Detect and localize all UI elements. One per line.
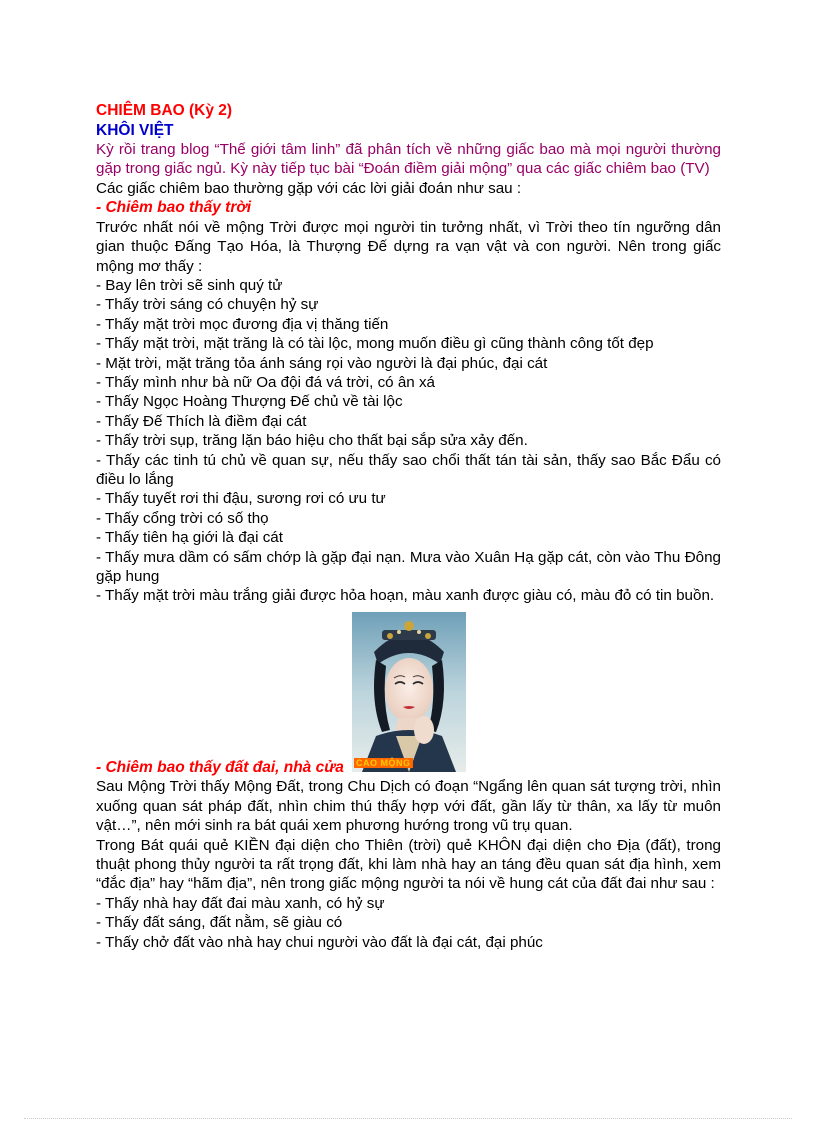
list-item: - Thấy tiên hạ giới là đại cát bbox=[96, 529, 283, 547]
article-author: KHÔI VIỆT bbox=[96, 121, 174, 139]
list-item: - Thấy nhà hay đất đai màu xanh, có hỷ sự bbox=[96, 894, 385, 912]
portrait-figure bbox=[352, 612, 466, 772]
list-item: - Thấy mặt trời mọc đương địa vị thăng tiến bbox=[96, 315, 389, 333]
list-item: - Bay lên trời sẽ sinh quý tử bbox=[96, 276, 283, 294]
article-title: CHIÊM BAO (Kỳ 2) bbox=[96, 102, 233, 119]
list-item: - Thấy trời sụp, trăng lặn báo hiệu cho thất bại sắp sửa xảy đến. bbox=[96, 432, 528, 450]
list-item: - Thấy đất sáng, đất nằm, sẽ giàu có bbox=[96, 914, 343, 932]
sky-dream-list bbox=[96, 276, 721, 606]
section-sky-paragraph: Trước nhất nói về mộng Trời được mọi người tin tưởng nhất, vì Trời theo tín ngưỡng dân gian thuộc Đấng Tạo Hóa, là Thượng Đế dựng ra vạn vật và con người. Nên trong giấc mộng mơ thấy : bbox=[96, 218, 721, 275]
lead-line: Các giấc chiêm bao thường gặp với các lời giải đoán như sau : bbox=[96, 179, 522, 197]
document-body bbox=[96, 101, 721, 952]
list-item: - Thấy trời sáng có chuyện hỷ sự bbox=[96, 296, 319, 314]
list-item: - Thấy cổng trời có số thọ bbox=[96, 509, 269, 527]
list-item: - Thấy chở đất vào nhà hay chui người vào đất là đại cát, đại phúc bbox=[96, 933, 543, 951]
list-item: - Thấy mình như bà nữ Oa đội đá vá trời, có ân xá bbox=[96, 373, 435, 391]
section-earth-paragraph-2: Trong Bát quái quẻ KIỀN đại diện cho Thiên (trời) quẻ KHÔN đại diện cho Địa (đất), trong thuật phong thủy người ta rất trọng đất, khi làm nhà hay an táng đều quan sát địa hình, xem “đắc địa” hay “hãm địa”, nên trong giấc mộng người ta nói về hung cát của đất đai như sau : bbox=[96, 836, 721, 893]
list-item: - Thấy Ngọc Hoàng Thượng Đế chủ về tài lộc bbox=[96, 393, 403, 411]
list-item: - Thấy Đế Thích là điềm đại cát bbox=[96, 412, 307, 430]
section-earth-paragraph-1: Sau Mộng Trời thấy Mộng Đất, trong Chu Dịch có đoạn “Ngẩng lên quan sát tượng trời, nhìn xuống quan sát pháp đất, nhìn chim thú thấy hợp với đất, gần lấy từ thân, xa lấy từ muôn vật…”, nên mới sinh ra bát quái xem phương hướng trong vũ trụ quan. bbox=[96, 778, 721, 835]
page-bottom-divider bbox=[24, 1118, 792, 1119]
list-item: - Thấy mưa dầm có sấm chớp là gặp đại nạn. Mưa vào Xuân Hạ gặp cát, còn vào Thu Đông gặp hung bbox=[96, 548, 721, 586]
intro-paragraph: Kỳ rồi trang blog “Thế giới tâm linh” đã phân tích về những giấc bao mà mọi người thường gặp trong giấc ngủ. Kỳ này tiếp tục bài “Đoán điềm giải mộng” qua các giấc chiêm bao (TV) bbox=[96, 141, 721, 178]
list-item: - Mặt trời, mặt trăng tỏa ánh sáng rọi vào người là đại phúc, đại cát bbox=[96, 354, 548, 372]
earth-dream-list bbox=[96, 894, 721, 952]
figure-caption: CAO MỘNG bbox=[356, 757, 411, 768]
list-item: - Thấy các tinh tú chủ về quan sự, nếu thấy sao chổi thất tán tài sản, thấy sao Bắc Đẩu có điều lo lắng bbox=[96, 451, 721, 488]
portrait-image bbox=[352, 612, 466, 772]
list-item: - Thấy mặt trời màu trắng giải được hỏa hoạn, màu xanh được giàu có, màu đỏ có tin buồn. bbox=[96, 587, 715, 605]
section-heading-sky: - Chiêm bao thấy trời bbox=[96, 199, 252, 217]
list-item: - Thấy tuyết rơi thi đậu, sương rơi có ưu tư bbox=[96, 490, 386, 508]
section-heading-earth: - Chiêm bao thấy đất đai, nhà cửa bbox=[96, 758, 344, 776]
list-item: - Thấy mặt trời, mặt trăng là có tài lộc, mong muốn điều gì cũng thành công tốt đẹp bbox=[96, 335, 654, 353]
